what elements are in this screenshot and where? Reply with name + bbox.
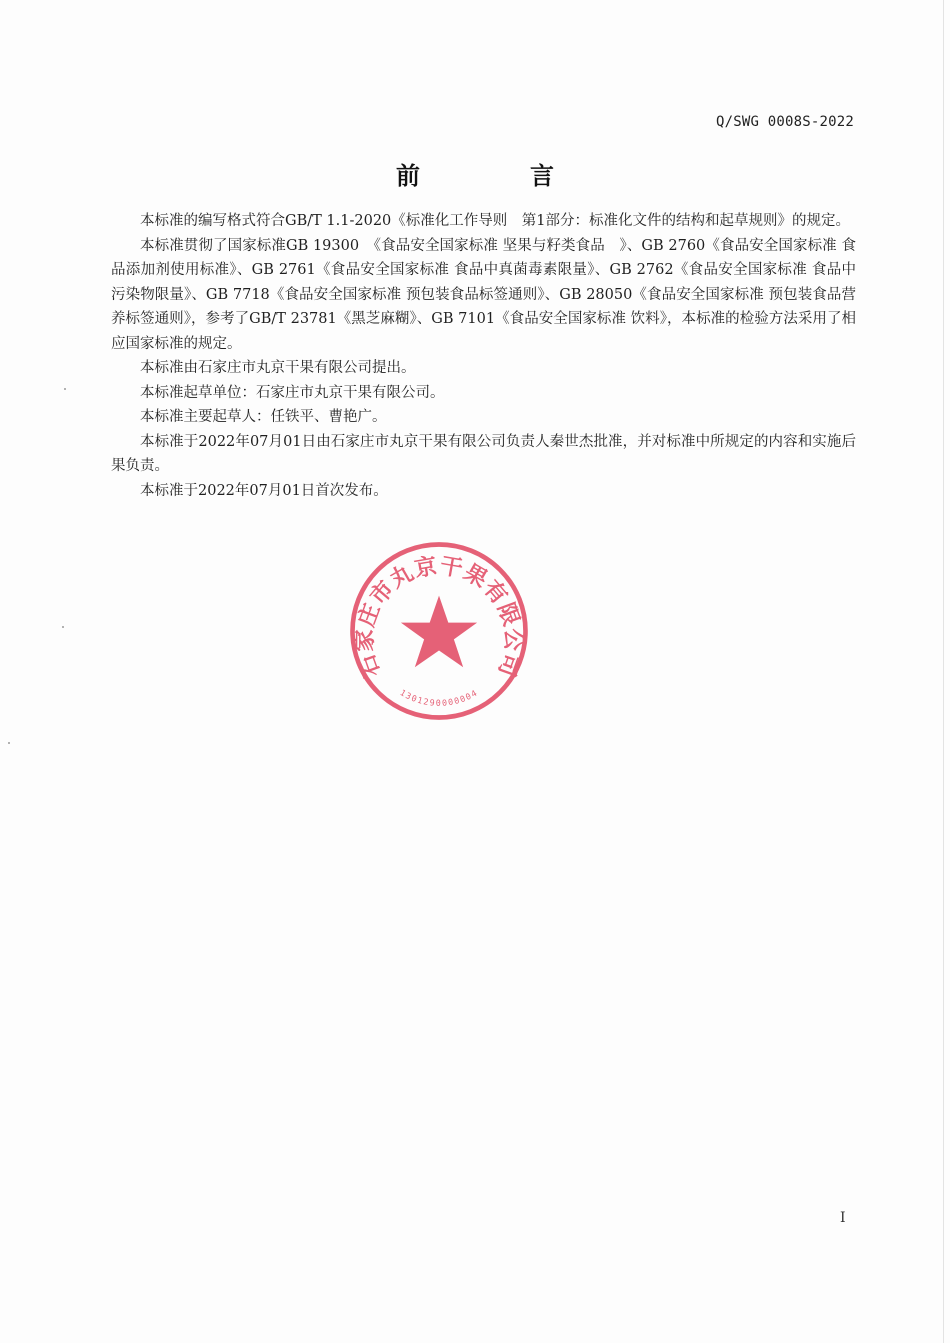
scan-speck bbox=[62, 626, 64, 628]
foreword-body bbox=[111, 209, 856, 503]
scan-edge-line bbox=[943, 0, 944, 1343]
company-seal bbox=[346, 538, 532, 724]
paragraph-approval: 本标准于2022年07月01日由石家庄市丸京干果有限公司负责人秦世杰批准，并对标准中所规定的内容和实施后果负责。 bbox=[111, 433, 856, 474]
scan-speck bbox=[64, 388, 66, 390]
seal-number-text: 1301290000004 bbox=[398, 687, 480, 708]
star-icon bbox=[401, 596, 477, 668]
seal-company-text: 石家庄市丸京干果有限公司 bbox=[351, 552, 527, 681]
paragraph-drafters: 本标准主要起草人：任铁平、曹艳广。 bbox=[140, 409, 387, 425]
scan-speck bbox=[8, 742, 10, 744]
paragraph-release: 本标准于2022年07月01日首次发布。 bbox=[140, 482, 388, 499]
document-code: Q/SWG 0008S-2022 bbox=[715, 114, 854, 130]
paragraph-proposer: 本标准由石家庄市丸京干果有限公司提出。 bbox=[140, 360, 416, 376]
page-number: I bbox=[840, 1210, 846, 1226]
page-title: 前言 bbox=[396, 162, 664, 190]
paragraph-drafting-unit: 本标准起草单位：石家庄市丸京干果有限公司。 bbox=[140, 384, 445, 401]
paragraph-references: 本标准贯彻了国家标准GB 19300 《食品安全国家标准 坚果与籽类食品 》、GB 2760《食品安全国家标准 食品添加剂使用标准》、GB 2761《食品安全国家标准 食品中真菌毒素限量》、GB 2762《食品安全国家标准 食品中污染物限量》、GB 7718《食品安全国家标准 预包装食品标签通则》、GB 28050《食品安全国家标准 预包装食品营养标签通则》，参考了GB/T 23781《黑芝麻糊》、GB 7101《食品安全国家标准 饮料》，本标准的检验方法采用了相应国家标准的规定。 bbox=[111, 237, 856, 352]
paragraph-format: 本标准的编写格式符合GB/T 1.1-2020《标准化工作导则 第1部分：标准化文件的结构和起草规则》的规定。 bbox=[140, 213, 850, 229]
